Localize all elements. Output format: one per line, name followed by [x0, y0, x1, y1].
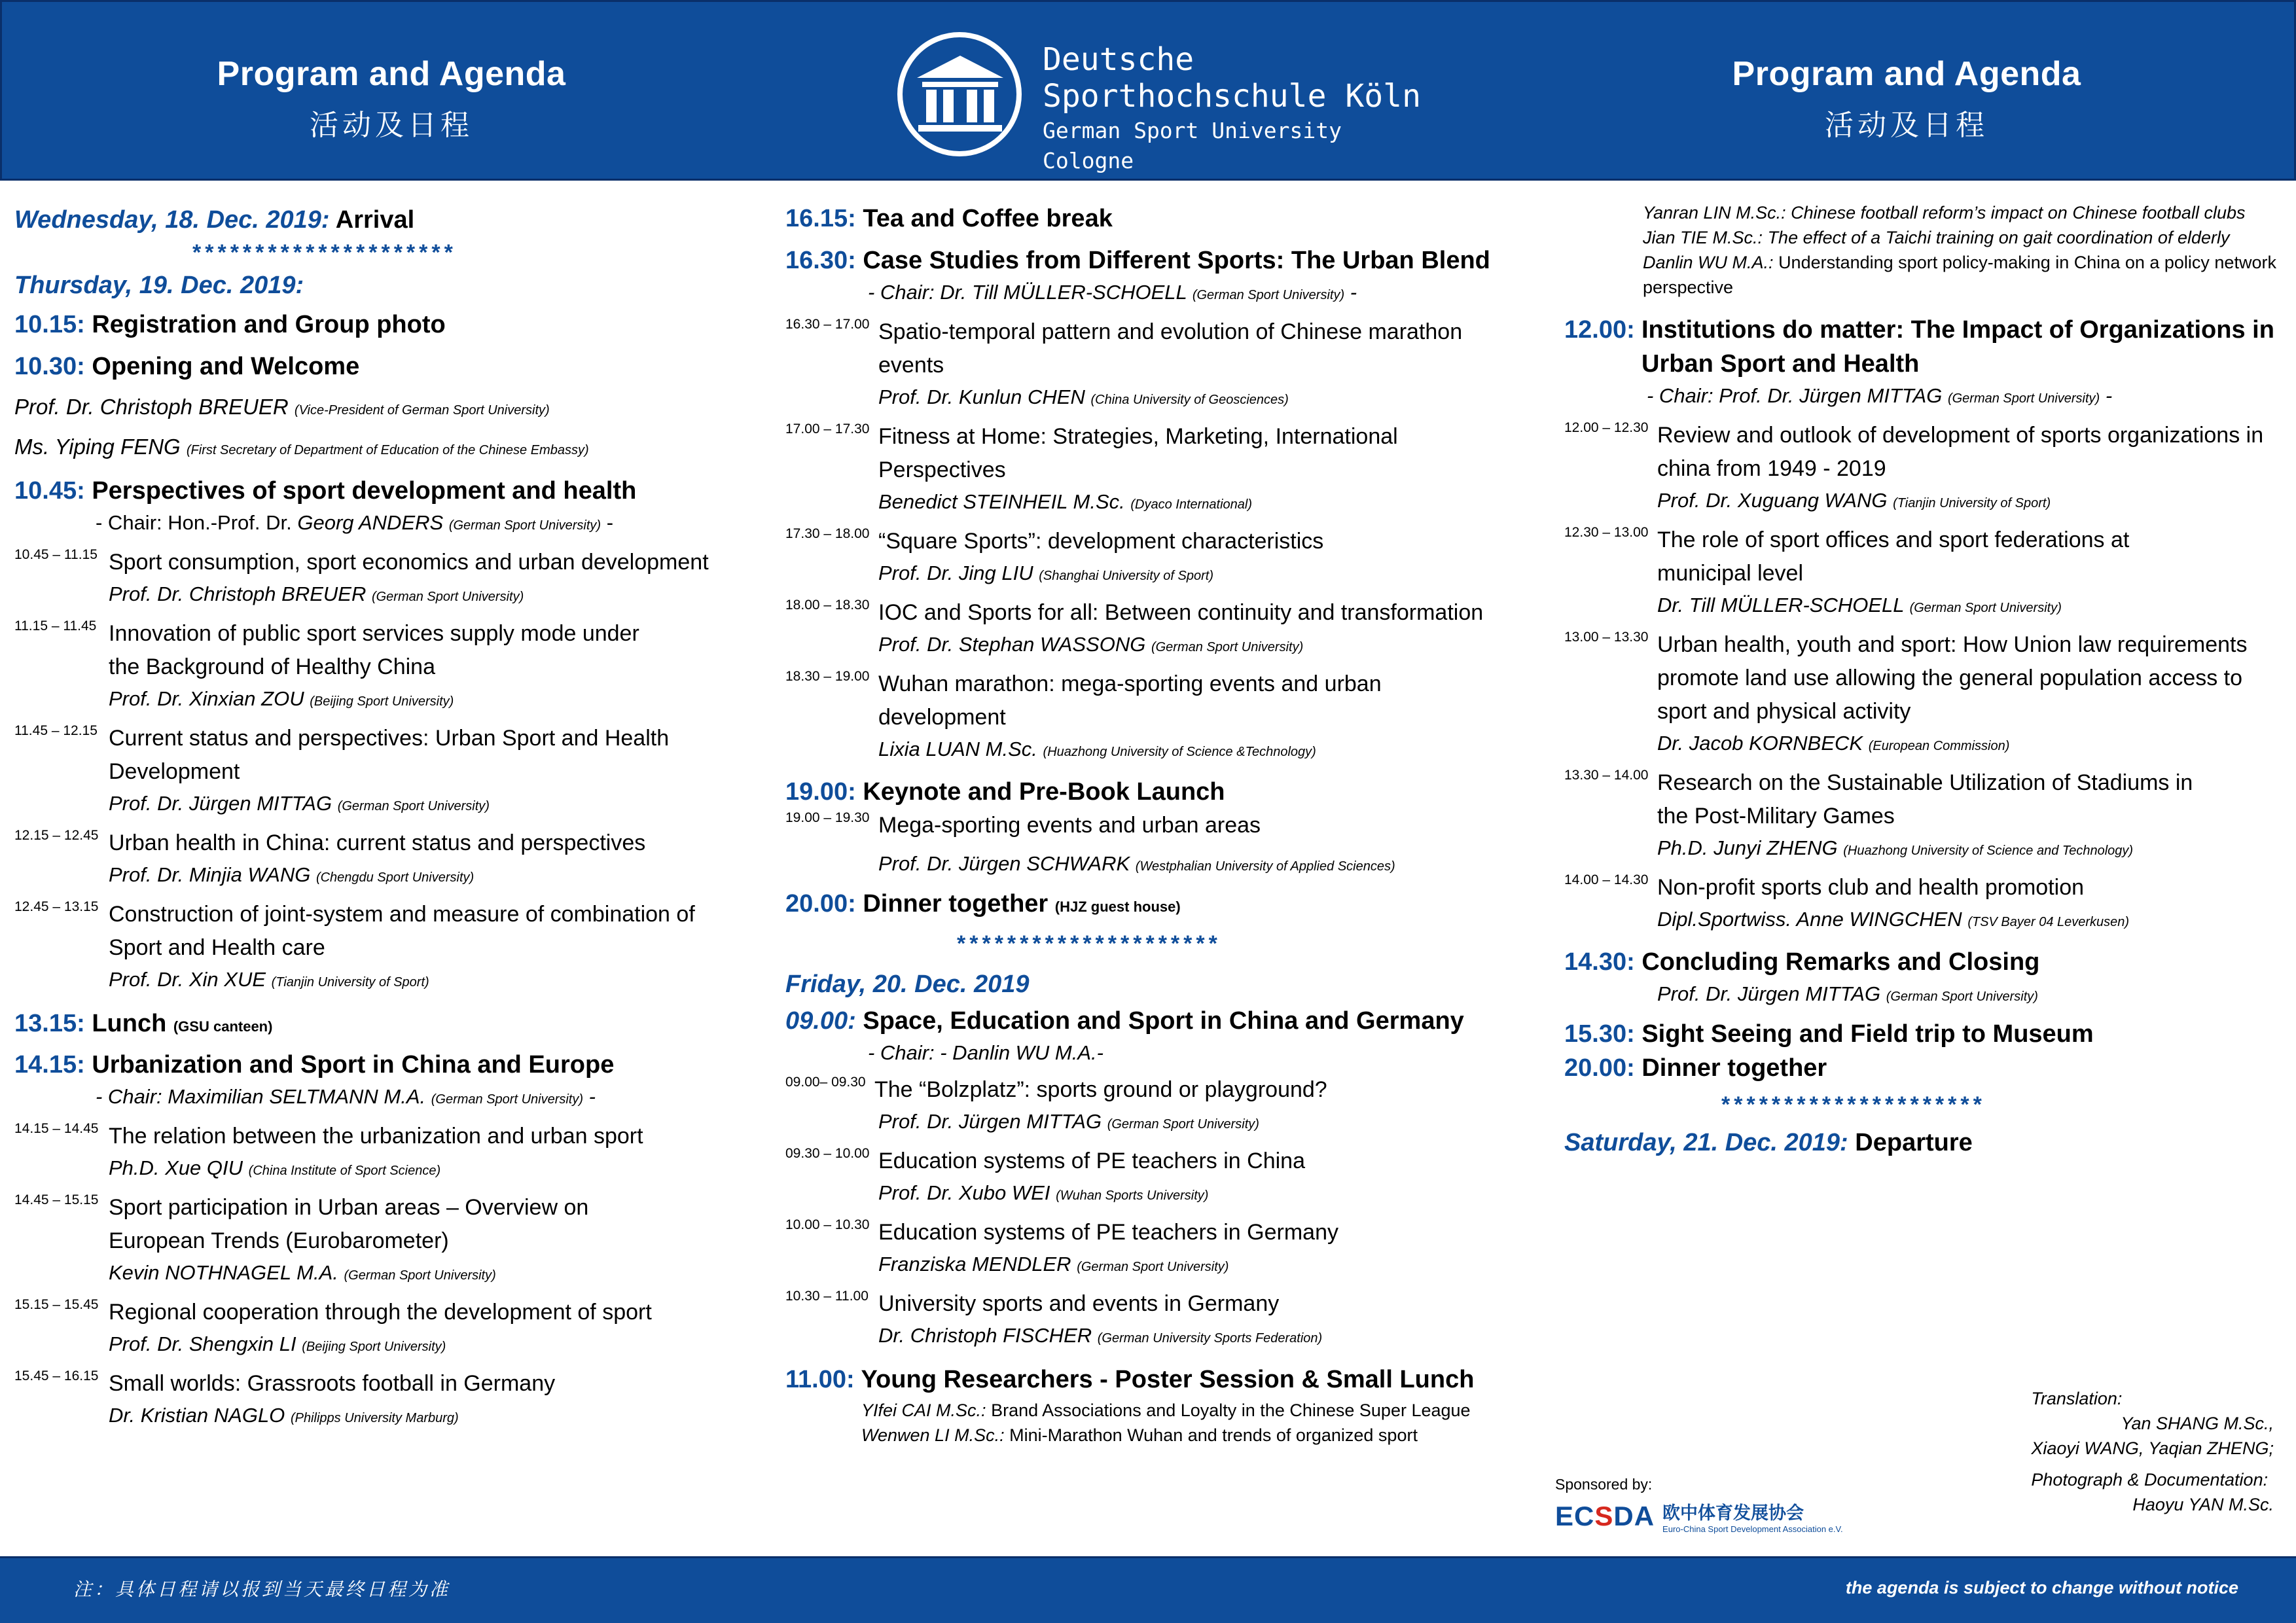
- speaker-affiliation: (Tianjin University of Sport): [1893, 496, 2051, 510]
- session-urbanization: [14, 1048, 767, 1082]
- poster-author: Yanran LIN M.Sc.:: [1643, 203, 1786, 223]
- speaker-name: Prof. Dr. Xubo WEI: [878, 1181, 1050, 1204]
- talk-item: [14, 898, 767, 997]
- session-registration: [14, 308, 767, 342]
- session-title: Institutions do matter: The Impact of Organizations in Urban Sport and Health: [1641, 316, 2274, 378]
- talk-title: Construction of joint-system and measure of combination of Sport and Health care: [109, 902, 695, 960]
- speaker-affiliation: (Chengdu Sport University): [315, 870, 475, 885]
- talk-speaker: [878, 734, 1512, 767]
- day-thursday: [14, 268, 767, 302]
- talk-speaker: [878, 487, 1518, 520]
- talk-time: 11.15 – 11.45: [14, 618, 97, 633]
- session-title: Case Studies from Different Sports: The Urban Blend: [863, 247, 1490, 274]
- talk-speaker: [1657, 904, 2284, 937]
- talk-title: IOC and Sports for all: Between continuity and transformation: [878, 600, 1484, 625]
- talk-speaker: [1657, 833, 2219, 866]
- speaker-affiliation: (German Sport University): [1909, 601, 2062, 615]
- header-left: [97, 54, 686, 143]
- credits-block: [2031, 1386, 2274, 1517]
- talk-title: The “Bolzplatz”: sports ground or playground?: [874, 1077, 1327, 1102]
- poster-author: YIfei CAI M.Sc.:: [861, 1400, 986, 1420]
- speaker-name: Prof. Dr. Minjia WANG: [109, 863, 311, 886]
- speaker-name: Prof. Dr. Xinxian ZOU: [109, 687, 304, 710]
- speaker-affiliation: (German Sport University): [344, 1268, 496, 1283]
- speaker-name: Dr. Christoph FISCHER: [878, 1324, 1092, 1347]
- talk-item: [785, 1287, 1538, 1353]
- session-chair: - Chair: - Danlin WU M.A.-: [868, 1041, 1103, 1064]
- session-title: Tea and Coffee break: [863, 205, 1113, 232]
- header-banner: [0, 0, 2296, 181]
- session-chair: - Chair: Maximilian SELTMANN M.A. (German Sport University) -: [96, 1085, 596, 1108]
- speaker-affiliation: (German Sport University): [371, 590, 524, 604]
- column-3: [1564, 194, 2284, 1160]
- speaker-affiliation: (European Commission): [1868, 739, 2010, 753]
- speaker-affiliation: (Beijing Sport University): [310, 694, 454, 709]
- talk-time: 09.30 – 10.00: [785, 1146, 870, 1161]
- sponsor-name-cn: 欧中体育发展协会: [1662, 1503, 1804, 1523]
- talk-item: [785, 809, 1538, 882]
- speaker-name: Prof. Dr. Kunlun CHEN: [878, 385, 1085, 408]
- speaker-name: Prof. Dr. Jürgen SCHWARK: [878, 852, 1130, 875]
- talk-speaker: [109, 1329, 767, 1362]
- poster-author: Wenwen LI M.Sc.:: [861, 1425, 1005, 1445]
- talk-time: 10.00 – 10.30: [785, 1217, 870, 1232]
- talk-title: Spatio-temporal pattern and evolution of Chinese marathon events: [878, 319, 1463, 378]
- welcome-speaker: [14, 429, 767, 469]
- speaker-affiliation: (German Sport University): [337, 799, 490, 813]
- talk-title: Current status and perspectives: Urban Sport and Health Development: [109, 726, 670, 784]
- closing-speaker: [1564, 979, 2284, 1012]
- talk-title: The role of sport offices and sport federations at municipal level: [1657, 527, 2130, 586]
- poster-list: [1564, 200, 2291, 300]
- talk-time: 14.00 – 14.30: [1564, 872, 1649, 887]
- session-title: Urbanization and Sport in China and Europe: [92, 1051, 615, 1079]
- speaker-affiliation: (German Sport University): [1077, 1260, 1229, 1274]
- talk-speaker: [109, 860, 767, 893]
- speaker-affiliation: (Beijing Sport University): [302, 1340, 446, 1354]
- talk-title: Urban health, youth and sport: How Union law requirements promote land use allowing the general population access to sport and physical activity: [1657, 632, 2248, 724]
- talk-item: [14, 827, 767, 893]
- day-wednesday: [14, 203, 767, 237]
- talk-item: [1564, 871, 2284, 937]
- column-1: [14, 194, 767, 1433]
- speaker-name: Prof. Dr. Xuguang WANG: [1657, 489, 1888, 512]
- talk-time: 17.30 – 18.00: [785, 526, 870, 541]
- chair-name: Georg ANDERS: [297, 511, 444, 534]
- footer-note-cn: 注：具体日程请以报到当天最终日程为准: [73, 1579, 451, 1599]
- talk-title: Innovation of public sport services supply mode under the Background of Healthy China: [109, 621, 639, 679]
- speaker-affiliation: (TSV Bayer 04 Leverkusen): [1967, 915, 2130, 929]
- talk-time: 13.00 – 13.30: [1564, 630, 1649, 645]
- header-subtitle-left: 活动及日程: [310, 109, 473, 141]
- session-closing: [1564, 945, 2284, 979]
- talk-title: Fitness at Home: Strategies, Marketing, International Perspectives: [878, 424, 1398, 482]
- talk-speaker: [109, 684, 643, 717]
- poster-topic: Chinese football reform’s impact on Chinese football clubs: [1791, 203, 2246, 223]
- session-chair: - Chair: Prof. Dr. Jürgen MITTAG (German Sport University) -: [1647, 384, 2113, 407]
- talk-item: [14, 1367, 767, 1433]
- talk-time: 15.45 – 16.15: [14, 1368, 99, 1383]
- talk-time: 12.15 – 12.45: [14, 828, 99, 843]
- session-time: 19.00:: [785, 778, 856, 806]
- talk-title: Wuhan marathon: mega-sporting events and urban development: [878, 671, 1382, 730]
- talk-item: [785, 315, 1538, 415]
- poster-author: Jian TIE M.Sc.:: [1643, 228, 1763, 247]
- translation-names: Xiaoyi WANG, Yaqian ZHENG;: [2031, 1438, 2274, 1458]
- separator-stars: *********************: [957, 931, 1221, 956]
- speaker-affiliation: (German Sport University): [1151, 640, 1304, 654]
- talk-title: Urban health in China: current status and perspectives: [109, 830, 646, 855]
- speaker-affiliation: (Wuhan Sports University): [1056, 1188, 1209, 1203]
- photo-name: Haoyu YAN M.Sc.: [2132, 1495, 2274, 1514]
- talk-title: Review and outlook of development of sports organizations in china from 1949 - 2019: [1657, 423, 2264, 481]
- talk-time: 18.00 – 18.30: [785, 597, 870, 613]
- session-time: 13.15:: [14, 1010, 85, 1037]
- session-title: Opening and Welcome: [92, 353, 360, 380]
- speaker-name: Kevin NOTHNAGEL M.A.: [109, 1261, 338, 1284]
- talk-time: 12.30 – 13.00: [1564, 525, 1649, 540]
- talk-item: [14, 1120, 767, 1186]
- session-dinner: [785, 887, 1538, 924]
- session-note: (GSU canteen): [173, 1018, 273, 1035]
- speaker-name: Prof. Dr. Jing LIU: [878, 562, 1033, 584]
- logo-line-3: German Sport University Cologne: [1043, 118, 1342, 173]
- temple-icon: [897, 32, 1022, 156]
- poster-topic: The effect of a Taichi training on gait coordination of elderly: [1767, 228, 2230, 247]
- talk-speaker: [109, 579, 767, 612]
- talk-item: [785, 668, 1538, 767]
- talk-item: [14, 617, 767, 717]
- talk-speaker: [1657, 728, 2284, 761]
- talk-title: Sport participation in Urban areas – Overview on European Trends (Eurobarometer): [109, 1195, 589, 1253]
- talk-time: 16.30 – 17.00: [785, 317, 870, 332]
- talk-time: 10.45 – 11.15: [14, 547, 98, 562]
- speaker-name: Prof. Dr. Shengxin LI: [109, 1332, 296, 1355]
- talk-speaker: [1657, 486, 2284, 518]
- session-time: 14.15:: [14, 1051, 85, 1079]
- session-title: Perspectives of sport development and health: [92, 477, 637, 505]
- ecsda-logo: [1555, 1499, 1843, 1534]
- speaker-affiliation: (Shanghai University of Sport): [1039, 569, 1214, 583]
- logo-line-1: Deutsche: [1043, 41, 1194, 78]
- speaker-affiliation: (German University Sports Federation): [1097, 1331, 1323, 1346]
- session-time: 20.00:: [1564, 1054, 1635, 1082]
- talk-title: Non-profit sports club and health promotion: [1657, 875, 2085, 900]
- talk-item: [14, 1296, 767, 1362]
- talk-item: [785, 1216, 1538, 1282]
- speaker-name: Prof. Dr. Christoph BREUER: [109, 582, 367, 605]
- day-saturday: [1564, 1126, 2284, 1160]
- session-chair: - Chair: Dr. Till MÜLLER-SCHOELL (German Sport University) -: [868, 281, 1357, 304]
- separator-stars: *********************: [1721, 1092, 1986, 1117]
- chair-affiliation: (German Sport University): [431, 1092, 584, 1107]
- speaker-name: Benedict STEINHEIL M.Sc.: [878, 490, 1125, 513]
- talk-time: 11.45 – 12.15: [14, 723, 98, 738]
- welcome-speaker: [14, 389, 767, 429]
- session-title: Concluding Remarks and Closing: [1641, 948, 2040, 976]
- chair-prefix: - Chair: Hon.-Prof. Dr.: [96, 511, 292, 534]
- header-right: [1612, 54, 2201, 143]
- header-title-left: Program and Agenda: [217, 55, 566, 93]
- sponsor-name-en: Euro-China Sport Development Association e.V.: [1662, 1524, 1843, 1534]
- talk-speaker: [109, 789, 741, 821]
- talk-time: 14.45 – 15.15: [14, 1192, 99, 1207]
- day-friday: [785, 967, 1538, 1001]
- poster-item: [1643, 200, 2291, 225]
- talk-item: [785, 1073, 1538, 1139]
- translation-names: Yan SHANG M.Sc.,: [2121, 1414, 2274, 1433]
- session-time: 09.00:: [785, 1007, 856, 1035]
- footer-note-en: the agenda is subject to change without notice: [1845, 1578, 2238, 1597]
- sponsor-label: Sponsored by:: [1555, 1476, 1653, 1493]
- speaker-name: Prof. Dr. Xin XUE: [109, 968, 266, 991]
- speaker-name: Lixia LUAN M.Sc.: [878, 738, 1037, 760]
- talk-item: [1564, 524, 2284, 623]
- talk-time: 12.00 – 12.30: [1564, 420, 1649, 435]
- session-space-education: [785, 1004, 1538, 1038]
- header-subtitle-right: 活动及日程: [1825, 109, 1988, 141]
- ecsda-name: [1662, 1499, 1843, 1534]
- talk-speaker: [109, 1258, 669, 1291]
- poster-item: [1643, 250, 2291, 300]
- speaker-name: Ms. Yiping FENG: [14, 435, 181, 459]
- session-title: Registration and Group photo: [92, 311, 446, 338]
- speaker-affiliation: (Westphalian University of Applied Sciences): [1135, 859, 1395, 874]
- day-event: Departure: [1855, 1129, 1973, 1156]
- talk-speaker: [878, 1321, 1538, 1353]
- chair-name: - Chair: Dr. Till MÜLLER-SCHOELL: [868, 281, 1187, 304]
- sponsor-block: [1555, 1476, 1843, 1534]
- speaker-affiliation: (German Sport University): [1886, 990, 2038, 1004]
- chair-name: - Chair: Maximilian SELTMANN M.A.: [96, 1085, 426, 1108]
- session-dinner: [1564, 1051, 2284, 1085]
- talk-speaker: [109, 965, 741, 997]
- speaker-name: Prof. Dr. Jürgen MITTAG: [109, 792, 332, 815]
- poster-topic: Brand Associations and Loyalty in the Chinese Super League: [991, 1400, 1471, 1420]
- speaker-affiliation: (German Sport University): [1107, 1117, 1259, 1132]
- chair-affiliation: (German Sport University): [448, 518, 601, 533]
- talk-time: 13.30 – 14.00: [1564, 768, 1649, 783]
- speaker-affiliation: (Dyaco International): [1130, 497, 1253, 512]
- speaker-affiliation: (Philipps University Marburg): [290, 1411, 459, 1425]
- speaker-name: Ph.D. Xue QIU: [109, 1156, 243, 1179]
- poster-topic: Understanding sport policy-making in China on a policy network perspective: [1643, 253, 2276, 297]
- session-time: 10.15:: [14, 311, 85, 338]
- talk-title: Research on the Sustainable Utilization of Stadiums in the Post-Military Games: [1657, 770, 2193, 829]
- speaker-name: Dipl.Sportwiss. Anne WINGCHEN: [1657, 908, 1962, 931]
- logo-letter-red: S: [1594, 1501, 1614, 1531]
- talk-speaker: [109, 1153, 767, 1186]
- session-time: 16.30:: [785, 247, 856, 274]
- column-2: [785, 194, 1538, 1448]
- speaker-affiliation: (China University of Geosciences): [1090, 393, 1289, 407]
- date-label: Thursday, 19. Dec. 2019:: [14, 272, 304, 299]
- poster-item: [861, 1423, 1538, 1448]
- session-title: Sight Seeing and Field trip to Museum: [1641, 1020, 2094, 1048]
- talk-item: [1564, 419, 2284, 518]
- session-time: 16.15:: [785, 205, 856, 232]
- talk-time: 12.45 – 13.15: [14, 899, 99, 914]
- ecsda-wordmark: [1555, 1501, 1655, 1532]
- talk-speaker: [878, 558, 1538, 591]
- talk-speaker: [878, 849, 1538, 882]
- speaker-affiliation: (Huazhong University of Science &Technology): [1043, 745, 1316, 759]
- talk-item: [14, 546, 767, 612]
- chair-affiliation: (German Sport University): [1947, 391, 2100, 406]
- talk-speaker: [1657, 590, 2219, 623]
- speaker-name: Dr. Till MÜLLER-SCHOELL: [1657, 594, 1904, 616]
- photo-label: Photograph & Documentation:: [2031, 1470, 2269, 1489]
- talk-item: [785, 525, 1538, 591]
- speaker-affiliation: (China Institute of Sport Science): [248, 1164, 441, 1178]
- session-time: 10.45:: [14, 477, 85, 505]
- speaker-affiliation: (First Secretary of Department of Education of the Chinese Embassy): [186, 443, 589, 457]
- footer-banner: [0, 1556, 2296, 1623]
- speaker-name: Dr. Jacob KORNBECK: [1657, 732, 1863, 755]
- session-lunch: [14, 1007, 767, 1044]
- header-title-right: Program and Agenda: [1732, 55, 2081, 93]
- session-time: 20.00:: [785, 890, 856, 918]
- talk-item: [785, 1145, 1538, 1211]
- logo-letters: EC: [1555, 1501, 1595, 1531]
- date-label: Friday, 20. Dec. 2019: [785, 971, 1030, 998]
- poster-author: Danlin WU M.A.:: [1643, 253, 1774, 272]
- session-title: Keynote and Pre-Book Launch: [863, 778, 1225, 806]
- talk-item: [14, 1191, 767, 1291]
- talk-item: [785, 596, 1538, 662]
- session-coffee-break: [785, 202, 1538, 236]
- session-time: 10.30:: [14, 353, 85, 380]
- session-time: 15.30:: [1564, 1020, 1635, 1048]
- talk-speaker: [878, 1178, 1538, 1211]
- talk-title: “Square Sports”: development characteristics: [878, 529, 1324, 554]
- talk-time: 10.30 – 11.00: [785, 1289, 869, 1304]
- talk-title: Mega-sporting events and urban areas: [878, 813, 1261, 838]
- chair-affiliation: (German Sport University): [1192, 288, 1345, 302]
- session-chair: - Chair: Hon.-Prof. Dr. Georg ANDERS (German Sport University) -: [96, 511, 614, 534]
- session-opening: [14, 349, 767, 383]
- speaker-name: Franziska MENDLER: [878, 1253, 1071, 1275]
- speaker-affiliation: (Tianjin University of Sport): [271, 975, 429, 990]
- session-title: Dinner together: [1641, 1054, 1827, 1082]
- date-label: Saturday, 21. Dec. 2019:: [1564, 1129, 1848, 1156]
- session-time: 14.30:: [1564, 948, 1635, 976]
- talk-speaker: [874, 1107, 1538, 1139]
- day-event: Arrival: [335, 206, 415, 234]
- talk-speaker: [878, 1249, 1538, 1282]
- speaker-name: Prof. Dr. Jürgen MITTAG: [878, 1110, 1102, 1133]
- talk-time: 17.00 – 17.30: [785, 421, 870, 437]
- talk-time: 19.00 – 19.30: [785, 810, 870, 825]
- speaker-affiliation: (Vice-President of German Sport University): [294, 403, 550, 418]
- talk-time: 18.30 – 19.00: [785, 669, 870, 684]
- logo-letters: DA: [1613, 1501, 1655, 1531]
- speaker-name: Prof. Dr. Jürgen MITTAG: [1657, 982, 1881, 1005]
- talk-title: Education systems of PE teachers in Germany: [878, 1220, 1338, 1245]
- chair-name: - Chair: Prof. Dr. Jürgen MITTAG: [1647, 384, 1943, 407]
- speaker-name: Prof. Dr. Stephan WASSONG: [878, 633, 1146, 656]
- session-poster: [785, 1363, 1538, 1397]
- talk-item: [1564, 628, 2284, 761]
- session-institutions: [1564, 313, 2284, 381]
- talk-title: Education systems of PE teachers in China: [878, 1149, 1305, 1173]
- talk-item: [1564, 766, 2284, 866]
- session-title: Space, Education and Sport in China and Germany: [863, 1007, 1464, 1035]
- talk-speaker: [109, 1400, 767, 1433]
- session-case-studies: [785, 243, 1538, 277]
- logo-text: [1043, 41, 1421, 176]
- session-keynote: [785, 775, 1538, 809]
- talk-speaker: [878, 630, 1538, 662]
- session-time: 11.00:: [785, 1366, 855, 1393]
- speaker-name: Ph.D. Junyi ZHENG: [1657, 836, 1838, 859]
- separator-stars: *********************: [192, 240, 457, 265]
- talk-time: 14.15 – 14.45: [14, 1121, 99, 1136]
- poster-list: [785, 1398, 1538, 1448]
- session-title: Young Researchers - Poster Session & Small Lunch: [861, 1366, 1475, 1393]
- talk-time: 15.15 – 15.45: [14, 1297, 99, 1312]
- poster-item: [861, 1398, 1538, 1423]
- session-sightseeing: [1564, 1017, 2284, 1051]
- talk-title: Small worlds: Grassroots football in Germany: [109, 1371, 556, 1396]
- logo-line-2: Sporthochschule Köln: [1043, 78, 1421, 115]
- session-title: Dinner together: [863, 890, 1049, 918]
- session-perspectives: [14, 474, 767, 508]
- translation-label: Translation:: [2031, 1389, 2123, 1408]
- session-note: (HJZ guest house): [1054, 899, 1181, 915]
- talk-title: The relation between the urbanization and urban sport: [109, 1124, 643, 1149]
- date-label: Wednesday, 18. Dec. 2019:: [14, 206, 330, 234]
- talk-item: [14, 722, 767, 821]
- session-title: Lunch: [92, 1010, 167, 1037]
- talk-speaker: [878, 382, 1518, 415]
- poster-item: [1643, 225, 2291, 250]
- session-time: 12.00:: [1564, 316, 1635, 344]
- university-logo: [897, 28, 1421, 173]
- speaker-name: Dr. Kristian NAGLO: [109, 1404, 285, 1427]
- speaker-name: Prof. Dr. Christoph BREUER: [14, 395, 289, 419]
- talk-title: University sports and events in Germany: [878, 1291, 1280, 1316]
- talk-time: 09.00– 09.30: [785, 1075, 866, 1090]
- poster-topic: Mini-Marathon Wuhan and trends of organized sport: [1009, 1425, 1418, 1445]
- talk-title: Sport consumption, sport economics and urban development: [109, 550, 709, 575]
- talk-item: [785, 420, 1538, 520]
- talk-title: Regional cooperation through the development of sport: [109, 1300, 652, 1325]
- speaker-affiliation: (Huazhong University of Science and Technology): [1843, 844, 2134, 858]
